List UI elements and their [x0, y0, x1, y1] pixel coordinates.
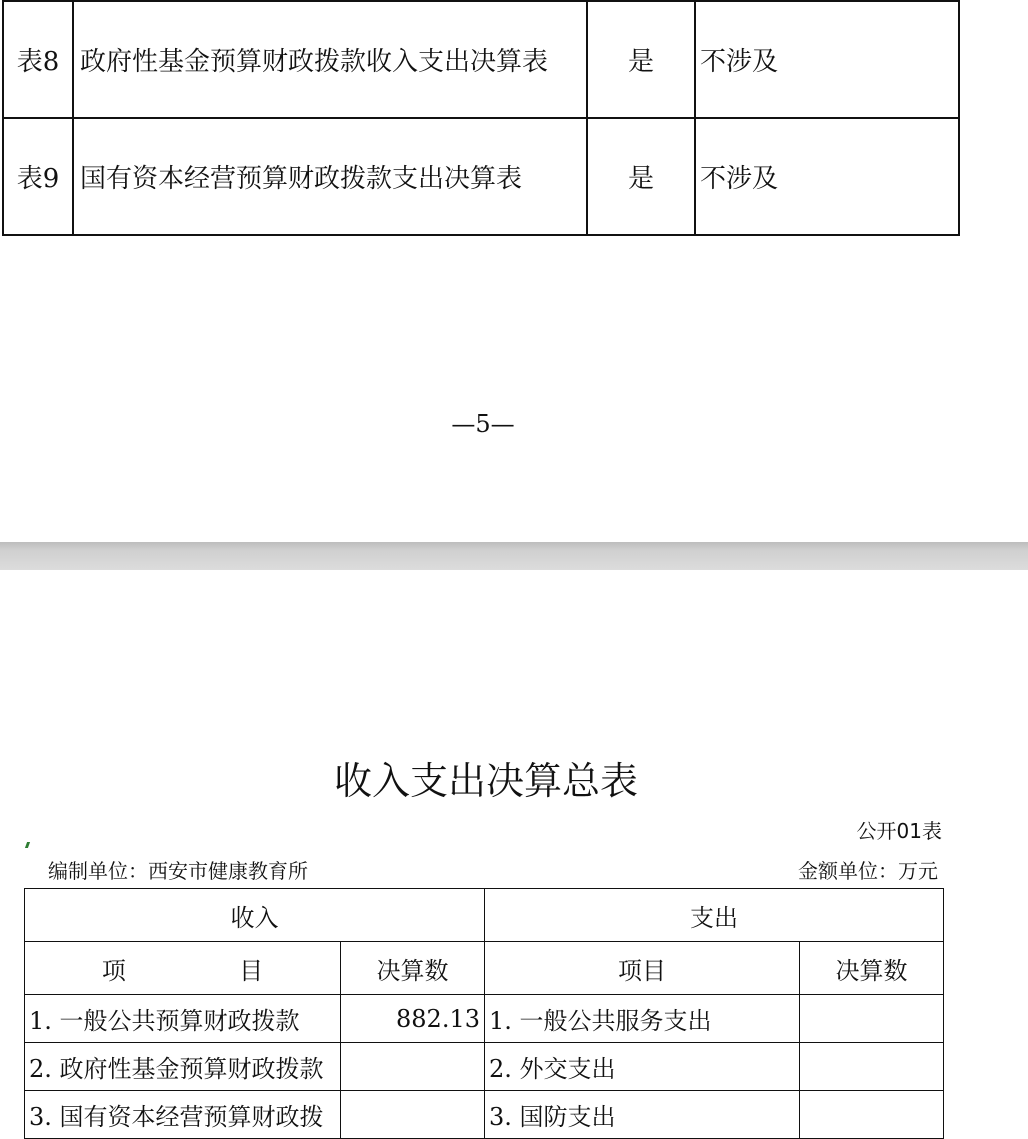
- document-page-top: [0, 0, 1028, 542]
- report-title: 收入支出决算总表: [333, 759, 638, 803]
- organization-label: 编制单位：西安市健康教育所: [48, 859, 308, 883]
- table-row: [25, 1043, 944, 1091]
- income-header: 收入: [25, 889, 485, 942]
- expense-header: 支出: [485, 889, 944, 942]
- form-id: 公开01表: [856, 819, 942, 843]
- public-status-cell: 是: [587, 118, 695, 235]
- report-list-table: [2, 0, 960, 236]
- table-name-cell: 政府性基金预算财政拨款收入支出决算表: [73, 1, 587, 118]
- note-cell: 不涉及: [695, 1, 959, 118]
- page-number: —5—: [451, 410, 515, 438]
- cell-comment-marker: [25, 842, 30, 848]
- expense-amount-cell: [800, 1091, 944, 1139]
- table-header-row: [25, 889, 944, 942]
- expense-amount-cell: [800, 995, 944, 1043]
- expense-item-header: 项目: [485, 942, 800, 995]
- expense-item-cell: 3. 国防支出: [485, 1091, 800, 1139]
- income-item-header: 项 目: [25, 942, 341, 995]
- expense-amount-cell: [800, 1043, 944, 1091]
- table-row: [25, 1091, 944, 1139]
- income-amount-header: 决算数: [341, 942, 485, 995]
- income-amount-cell: [341, 1091, 485, 1139]
- table-row: [25, 995, 944, 1043]
- expense-amount-header: 决算数: [800, 942, 944, 995]
- page-separator: [0, 542, 1028, 570]
- table-name-cell: 国有资本经营预算财政拨款支出决算表: [73, 118, 587, 235]
- public-status-cell: 是: [587, 1, 695, 118]
- table-row: [3, 118, 959, 235]
- expense-item-cell: 1. 一般公共服务支出: [485, 995, 800, 1043]
- note-cell: 不涉及: [695, 118, 959, 235]
- income-item-cell: 2. 政府性基金预算财政拨款: [25, 1043, 341, 1091]
- table-number-cell: 表9: [3, 118, 73, 235]
- income-item-cell: 1. 一般公共预算财政拨款: [25, 995, 341, 1043]
- expense-item-cell: 2. 外交支出: [485, 1043, 800, 1091]
- table-row: [3, 1, 959, 118]
- table-number-cell: 表8: [3, 1, 73, 118]
- amount-unit-label: 金额单位：万元: [798, 859, 938, 883]
- table-subheader-row: [25, 942, 944, 995]
- income-amount-cell: 882.13: [341, 995, 485, 1043]
- document-page-bottom: [0, 570, 1028, 1137]
- income-amount-cell: [341, 1043, 485, 1091]
- income-item-cell: 3. 国有资本经营预算财政拨: [25, 1091, 341, 1139]
- income-expense-table: [24, 888, 944, 1139]
